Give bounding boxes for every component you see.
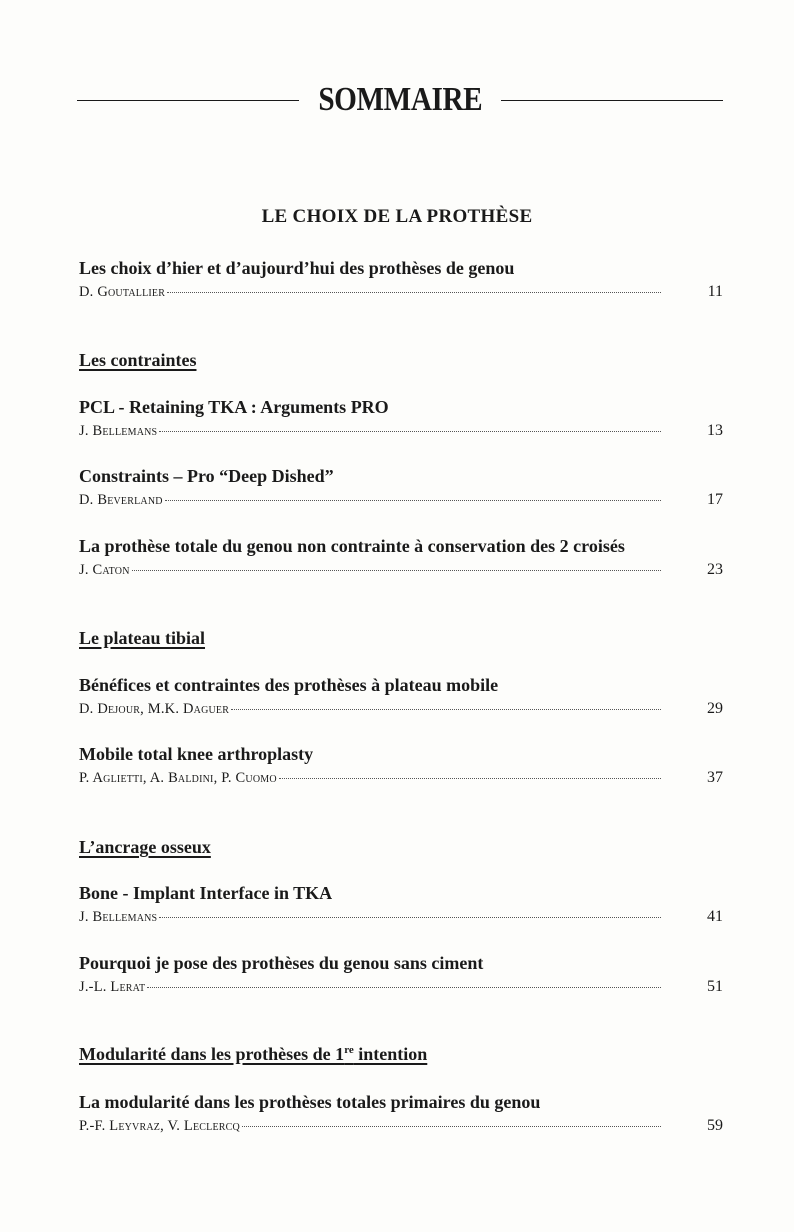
entry-title: Constraints – Pro “Deep Dished” xyxy=(79,466,334,486)
toc-entry[interactable] xyxy=(79,1091,723,1135)
page-title: SOMMAIRE xyxy=(318,81,482,118)
section-heading-plateau: Le plateau tibial xyxy=(79,628,206,648)
heading-rule-right xyxy=(501,100,723,101)
entry-page-number: 17 xyxy=(707,491,723,508)
toc-entry[interactable] xyxy=(79,952,723,996)
entry-page-number: 41 xyxy=(707,908,723,925)
entry-author-line xyxy=(79,1117,723,1135)
entry-page-number: 13 xyxy=(707,422,723,439)
entry-page-number: 37 xyxy=(707,769,723,786)
dot-leader xyxy=(279,778,661,779)
toc-entry[interactable] xyxy=(79,465,723,509)
entry-title: La prothèse totale du genou non contrainte à conservation des 2 croisés xyxy=(79,536,625,556)
entry-title: Mobile total knee arthroplasty xyxy=(79,744,314,764)
entry-author-line xyxy=(79,561,723,579)
entry-authors: J.-L. Lerat xyxy=(79,979,146,995)
entry-page-number: 51 xyxy=(707,978,723,995)
toc-entry[interactable] xyxy=(79,743,723,787)
entry-author-line xyxy=(79,491,723,509)
section-heading-modularite-end: intention xyxy=(353,1044,428,1064)
entry-title: Pourquoi je pose des prothèses du genou sans ciment xyxy=(79,953,484,973)
entry-page-number: 11 xyxy=(707,283,723,300)
entry-authors: D. Goutallier xyxy=(79,284,166,300)
entry-authors: D. Dejour, M.K. Daguer xyxy=(79,701,230,717)
entry-author-line xyxy=(79,978,723,996)
entry-title: La modularité dans les prothèses totales primaires du genou xyxy=(79,1092,541,1112)
dot-leader xyxy=(159,917,661,918)
section-heading-modularite-main: Modularité dans les prothèses de 1 xyxy=(79,1044,345,1064)
entry-title: Bénéfices et contraintes des prothèses à plateau mobile xyxy=(79,675,499,695)
dot-leader xyxy=(132,570,661,571)
page-heading-row xyxy=(77,80,723,120)
entry-title: Les choix d’hier et d’aujourd’hui des prothèses de genou xyxy=(79,258,515,278)
entry-author-line xyxy=(79,283,723,301)
heading-rule-left xyxy=(77,100,299,101)
section-heading-modularite xyxy=(79,1044,427,1065)
entry-page-number: 23 xyxy=(707,561,723,578)
section-heading-ancrage: L’ancrage osseux xyxy=(79,837,211,857)
toc-entry[interactable] xyxy=(79,535,723,579)
entry-author-line xyxy=(79,908,723,926)
entry-author-line xyxy=(79,769,723,787)
section-heading-contraintes: Les contraintes xyxy=(79,350,197,370)
toc-entry[interactable] xyxy=(79,882,723,926)
entry-authors: P.-F. Leyvraz, V. Leclercq xyxy=(79,1118,240,1134)
dot-leader xyxy=(167,292,661,293)
dot-leader xyxy=(231,709,661,710)
toc-entry[interactable] xyxy=(79,674,723,718)
entry-authors: J. Caton xyxy=(79,562,130,578)
dot-leader xyxy=(242,1126,661,1127)
part-title: LE CHOIX DE LA PROTHÈSE xyxy=(261,206,533,227)
entry-authors: J. Bellemans xyxy=(79,909,158,925)
entry-authors: P. Aglietti, A. Baldini, P. Cuomo xyxy=(79,770,277,786)
entry-page-number: 59 xyxy=(707,1117,723,1134)
dot-leader xyxy=(159,431,661,432)
entry-title: PCL - Retaining TKA : Arguments PRO xyxy=(79,397,389,417)
entry-title: Bone - Implant Interface in TKA xyxy=(79,883,333,903)
superscript-re: re xyxy=(344,1044,354,1056)
entry-authors: D. Beverland xyxy=(79,492,163,508)
entry-authors: J. Bellemans xyxy=(79,423,158,439)
dot-leader xyxy=(165,500,661,501)
entry-author-line xyxy=(79,700,723,718)
entry-page-number: 29 xyxy=(707,700,723,717)
toc-entry[interactable] xyxy=(79,257,723,301)
dot-leader xyxy=(147,987,661,988)
toc-entry[interactable] xyxy=(79,396,723,440)
entry-author-line xyxy=(79,422,723,440)
